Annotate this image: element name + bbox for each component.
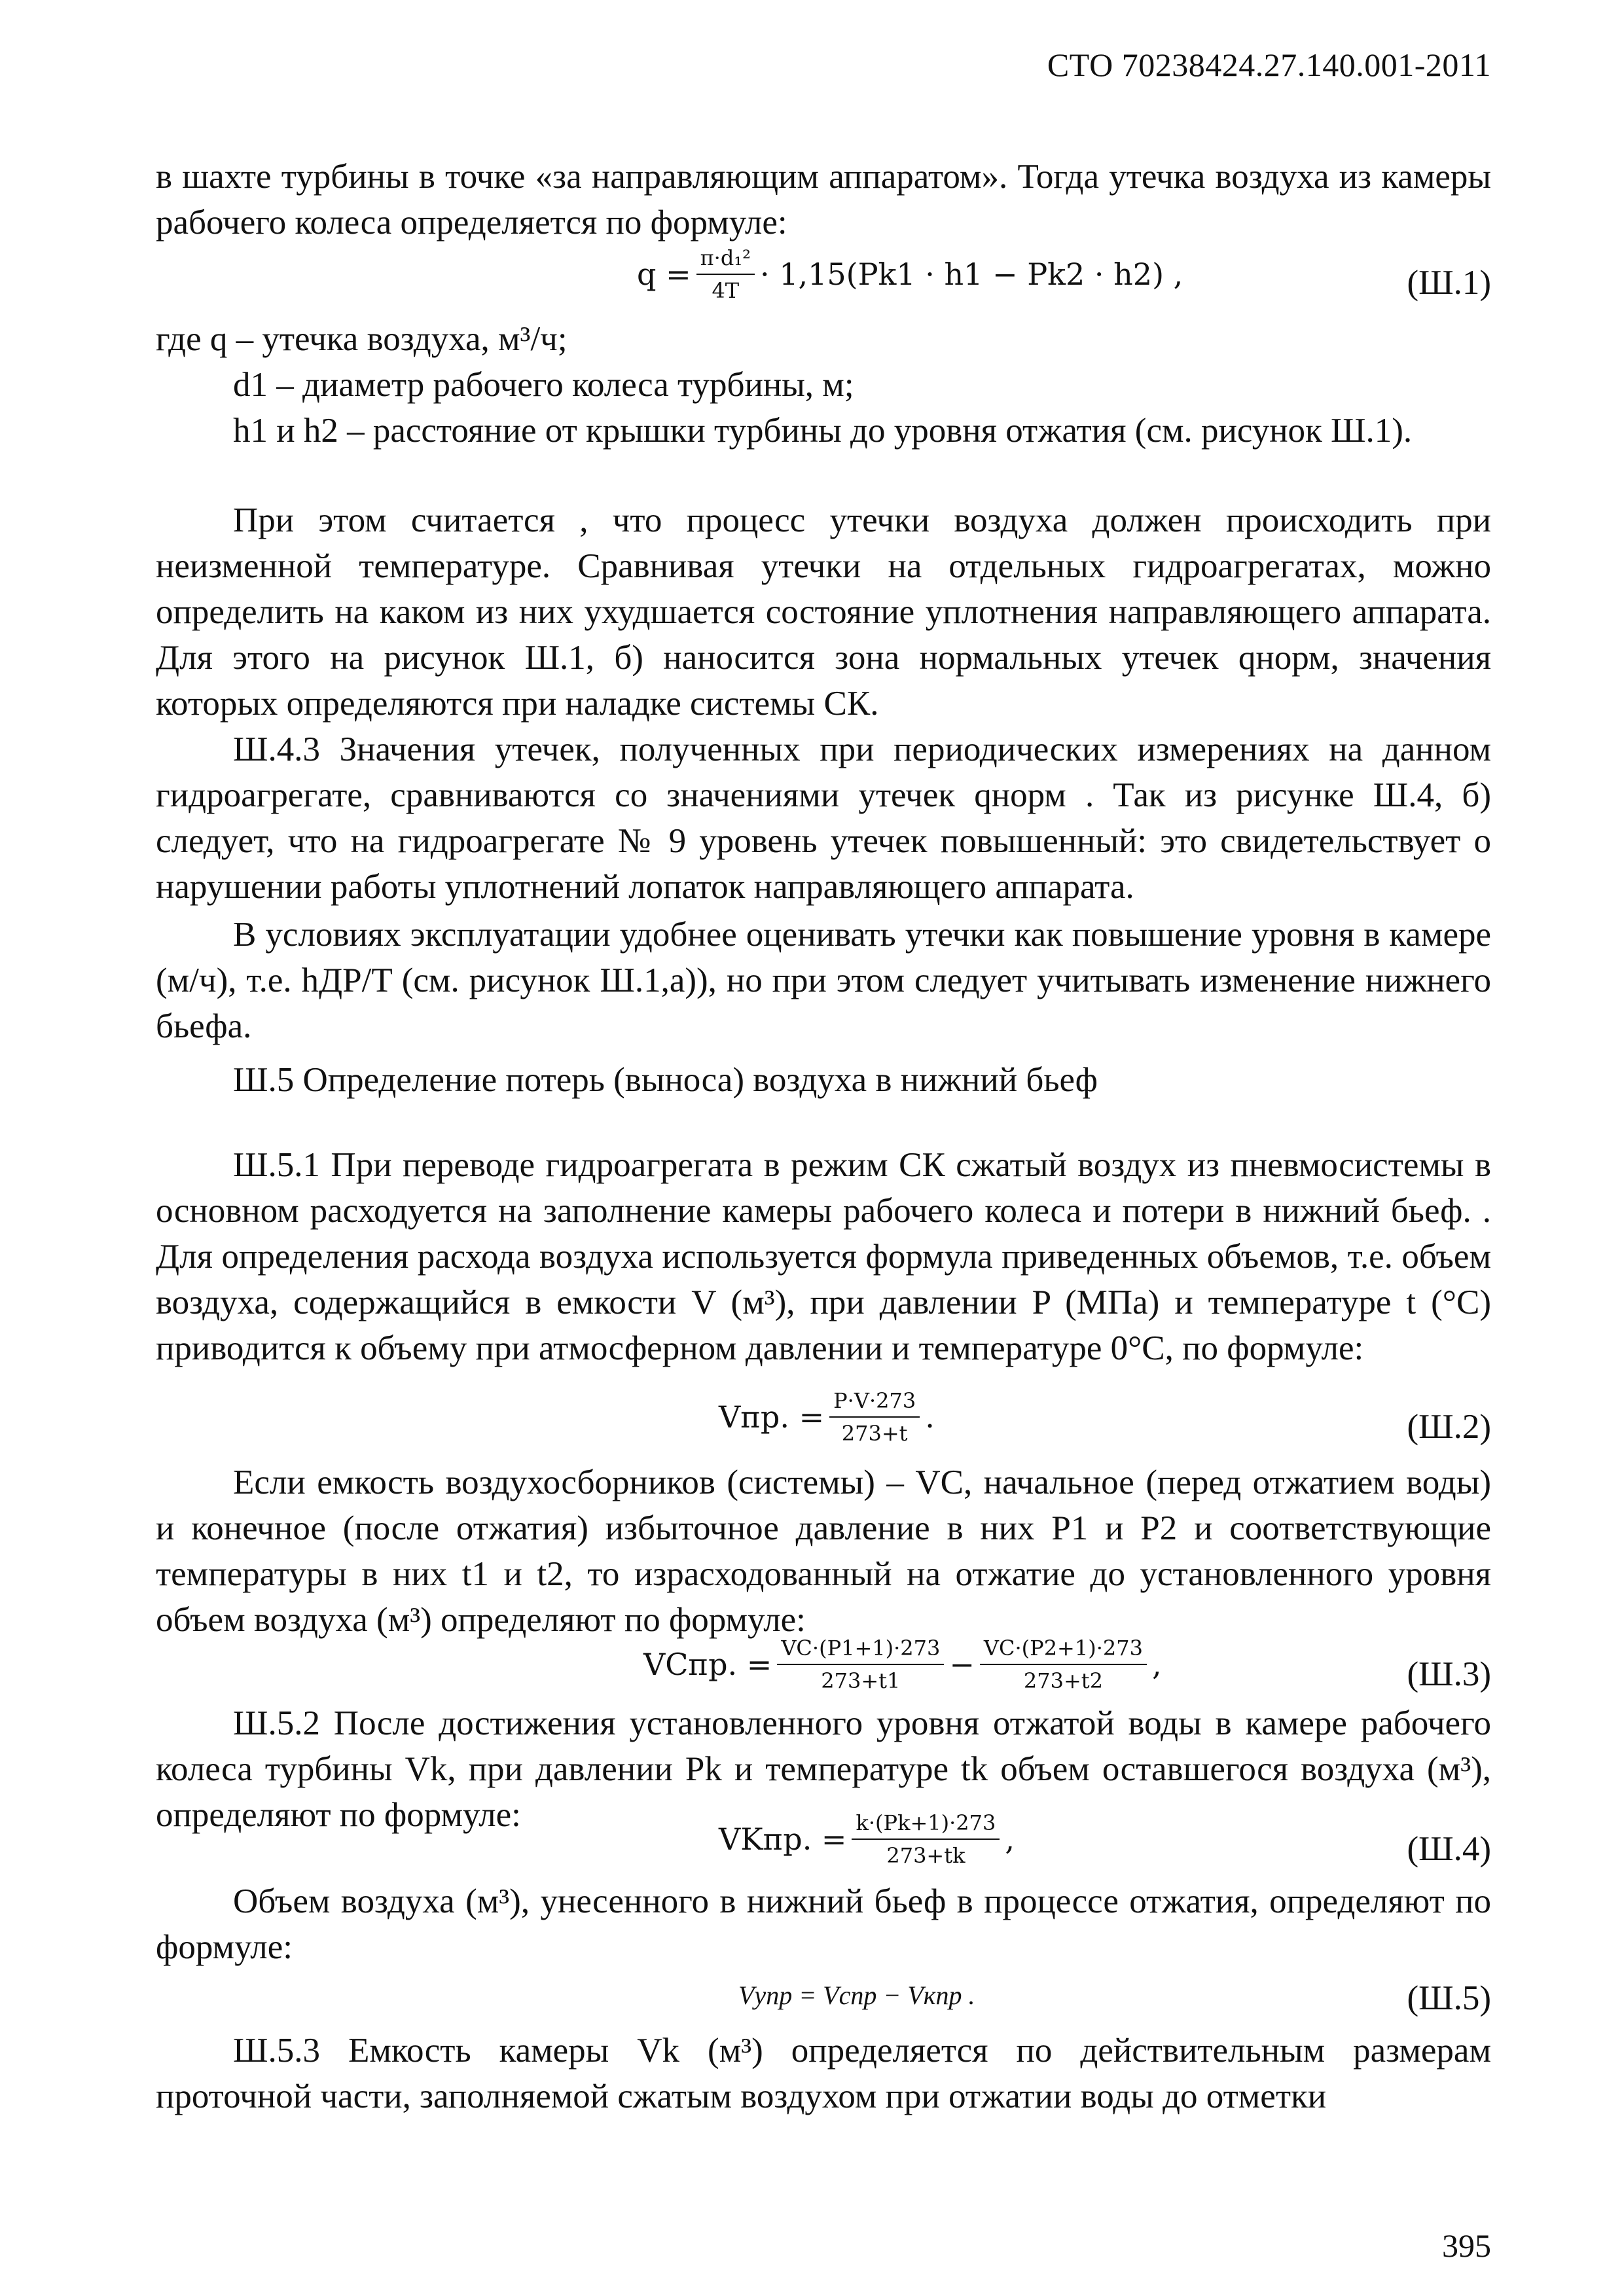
equation-sh4: [156, 1810, 1491, 1888]
paragraph-sh-4-3: Ш.4.3 Значения утечек, полученных при периодических измерениях на данном гидроагрегате, сравниваются со значениями утечек qнорм . Так из рисунке Ш.4, б) следует, что на гидроагрегате № 9 уровень утечек повышенный: это свидетельствует о нарушении работы уплотнений лопаток направляющего аппарата.: [156, 730, 1491, 906]
equation-sh2: [156, 1388, 1491, 1466]
eq2-denominator: 273+t: [841, 1421, 908, 1446]
equation-sh1: [156, 242, 1491, 321]
paragraph-leak-temperature: При этом считается , что процесс утечки воздуха должен происходить при неизменной температуре. Сравнивая утечки на отдельных гидроагрегатах, можно определить на каком из них ухудшается состояние уплотнения направляющего аппарата. Для этого на рисунок Ш.1, б) наносится зона нормальных утечек qнорм, значения которых определяются при наладке системы СК.: [156, 501, 1491, 723]
equation-number-sh5: (Ш.5): [1407, 1979, 1491, 2017]
document-header: СТО 70238424.27.140.001-2011: [1047, 46, 1491, 83]
equation-sh2-body: [719, 1388, 935, 1446]
eq3-fraction-1: [777, 1635, 944, 1694]
definitions: [156, 316, 1491, 454]
equation-sh3-body: [643, 1635, 1162, 1694]
paragraph-sh-5-3: Ш.5.3 Емкость камеры Vk (м³) определяется по действительным размерам проточной части, заполняемой сжатым воздухом при отжатии воды до отметки: [156, 2032, 1491, 2115]
equation-number-sh4: (Ш.4): [1407, 1830, 1491, 1868]
page-number: 395: [1442, 2227, 1491, 2264]
eq4-rhs: ,: [1005, 1821, 1015, 1857]
eq5-text: Vупр = Vспр − Vкпр .: [738, 1981, 975, 2010]
eq3-numerator-1: VC·(P1+1)·273: [777, 1635, 944, 1665]
document-page: [156, 0, 1491, 2296]
equation-sh1-body: [637, 245, 1183, 304]
eq1-rhs: · 1,15(Pk1 · h1 − Pk2 · h2) ,: [759, 257, 1183, 292]
definition-q: где q – утечка воздуха, м³/ч;: [156, 320, 568, 358]
eq2-rhs: .: [925, 1399, 935, 1435]
eq1-lhs: q =: [637, 257, 691, 292]
eq3-lhs: VCпр. =: [643, 1647, 772, 1682]
equation-sh5-body: [738, 1980, 975, 2011]
eq3-minus: −: [949, 1647, 975, 1682]
paragraph-sh-5-1: Ш.5.1 При переводе гидроагрегата в режим СК сжатый воздух из пневмосистемы в основном расходуется на заполнение камеры рабочего колеса и потери в нижний бьеф. . Для определения расхода воздуха используется формула приведенных объемов, т.е. объем воздуха, содержащийся в емкости V (м³), при давлении P (МПа) и температуре t (°С) приводится к объему при атмосферном давлении и температуре 0°С, по формуле:: [156, 1146, 1491, 1367]
eq3-denominator-1: 273+t1: [821, 1668, 901, 1693]
eq3-numerator-2: VC·(P2+1)·273: [980, 1635, 1147, 1665]
equation-number-sh3: (Ш.3): [1407, 1655, 1491, 1693]
eq1-denominator: 4T: [712, 278, 740, 303]
eq4-lhs: VKпр. =: [719, 1821, 847, 1857]
definition-h: h1 и h2 – расстояние от крышки турбины до уровня отжатия (см. рисунок Ш.1).: [233, 412, 1413, 450]
eq1-fraction: [696, 245, 755, 304]
eq1-numerator: π·d₁²: [696, 245, 755, 275]
paragraph-sh-5-2: Ш.5.2 После достижения установленного уровня отжатой воды в камере рабочего колеса турбины Vk, при давлении Pk и температуре tk объем оставшегося воздуха (м³), определяют по формуле:: [156, 1704, 1491, 1834]
paragraph-operation: В условиях эксплуатации удобнее оценивать утечки как повышение уровня в камере (м/ч), т.е. hДР/T (см. рисунок Ш.1,а)), но при этом следует учитывать изменение нижнего бьефа.: [156, 916, 1491, 1045]
eq2-numerator: P·V·273: [829, 1388, 920, 1418]
paragraph-lost-air: Объем воздуха (м³), унесенного в нижний бьеф в процессе отжатия, определяют по формуле:: [156, 1882, 1491, 1966]
paragraph-receivers: Если емкость воздухосборников (системы) – VC, начальное (перед отжатием воды) и конечное (после отжатия) избыточное давление в них P1 и P2 и соответствующие температуры в них t1 и t2, то израсходованный на отжатие до установленного уровня объем воздуха (м³) определяют по формуле:: [156, 1463, 1491, 1639]
eq4-fraction: [852, 1810, 1000, 1869]
equation-number-sh1: (Ш.1): [1407, 264, 1491, 302]
eq4-numerator: k·(Pk+1)·273: [852, 1810, 1000, 1840]
eq3-rhs: ,: [1151, 1647, 1162, 1682]
equation-sh4-body: [719, 1810, 1015, 1869]
definition-d1: d1 – диаметр рабочего колеса турбины, м;: [233, 366, 854, 404]
eq3-denominator-2: 273+t2: [1023, 1668, 1103, 1693]
eq4-denominator: 273+tk: [886, 1843, 965, 1868]
paragraph-intro: в шахте турбины в точке «за направляющим аппаратом». Тогда утечка воздуха из камеры рабочего колеса определяется по формуле:: [156, 158, 1491, 242]
equation-number-sh2: (Ш.2): [1407, 1408, 1491, 1446]
eq2-fraction: [829, 1388, 920, 1446]
eq3-fraction-2: [980, 1635, 1147, 1694]
section-heading-sh5: Ш.5 Определение потерь (выноса) воздуха в нижний бьеф: [233, 1061, 1098, 1099]
eq2-lhs: Vпр. =: [719, 1399, 825, 1435]
